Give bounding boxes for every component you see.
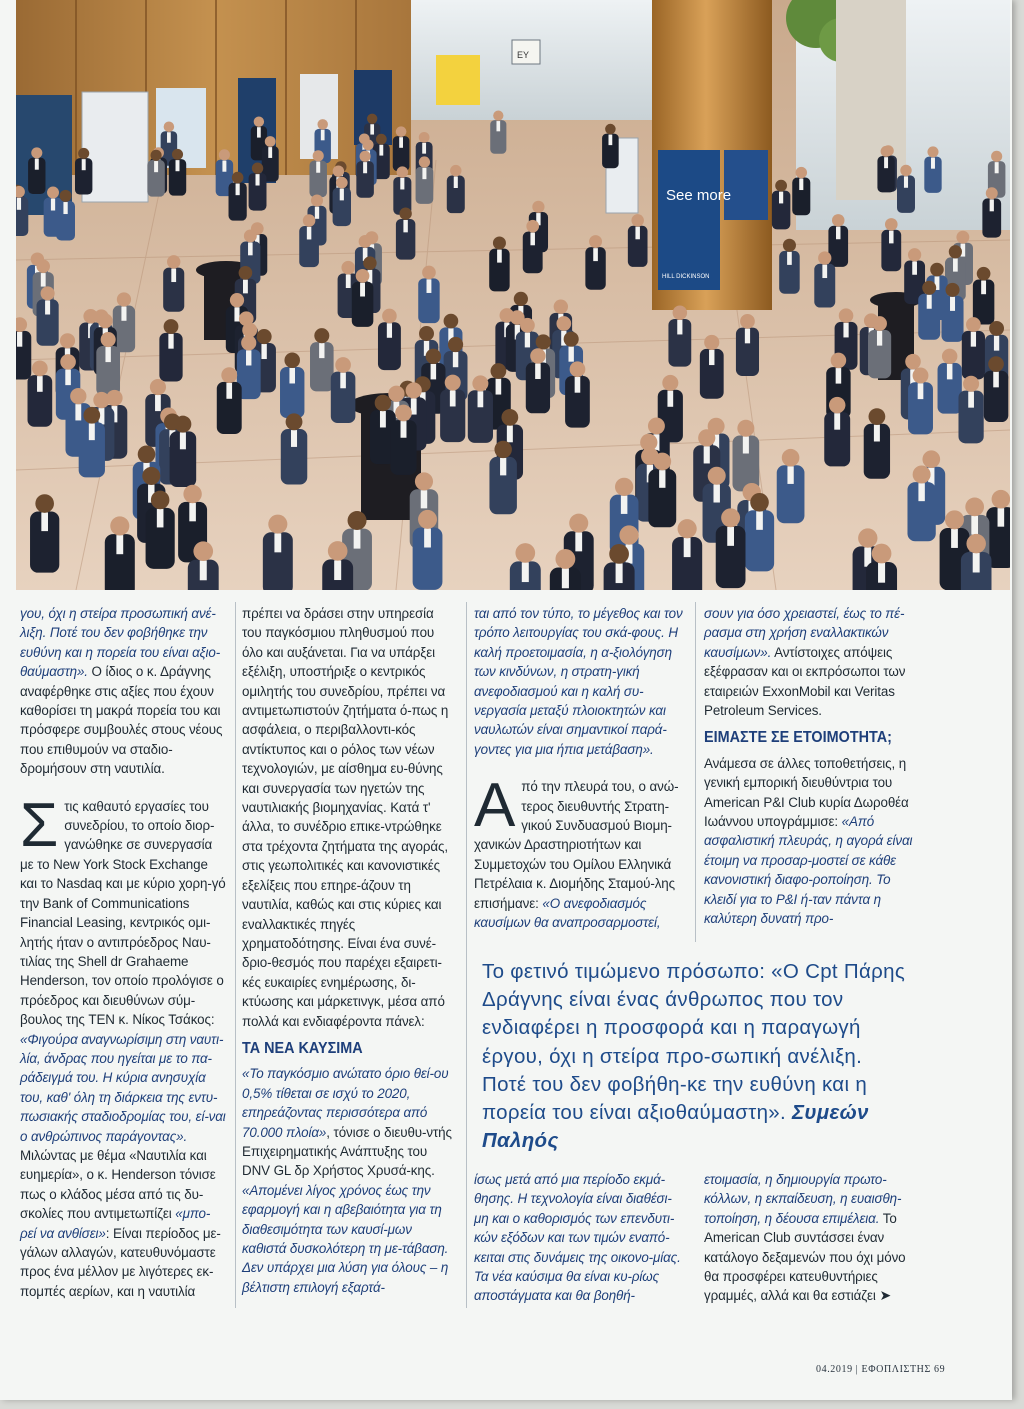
section-heading-ready: ΕΙΜΑΣΤΕ ΣΕ ΕΤΟΙΜΟΤΗΤΑ; — [704, 729, 892, 747]
sign-ey-text: EY — [517, 50, 530, 60]
body-text: τις καθαυτό εργασίες του συνεδρίου, το οποίο διορ-γανώθηκε σε συνεργασία με το New York Stock Exchange και το Nasdaq και με κύριο χορη-γό την Bank of Communications Financial Leasing, κεντρικός ομι-λητής ήταν ο αντιπρόεδρος Ναυ-τιλίας της Shell dr Grahaeme Henderson, τον οποίο προλόγισε ο πρόεδρος και διευθύνων σύμ-βουλος της TEN κ. Νίκος Τσάκος: — [20, 798, 226, 1028]
quote-text: γου, όχι η στείρα προσωπική ανέ-λιξη. Ποτέ του δεν φοβήθηκε την ευθύνη και η πορεία του είναι αξιο-θαύμαστη». — [20, 606, 221, 680]
drop-cap: Σ — [20, 790, 59, 860]
paragraph — [242, 1064, 456, 1297]
paragraph — [20, 790, 226, 1302]
paragraph: ίσως μετά από μια περίοδο εκμά-θησης. Η τεχνολογία είναι διαθέσι-μη και ο καθορισμός των επενδυτι-κών εξόδων και των τιμών εναπό-κειται στις δυνάμεις της οικονο-μίας. Τα νέα καύσιμα θα είναι κυ-ρίως αποστάγματα και θα βοηθή- — [474, 1172, 681, 1304]
paragraph — [704, 1170, 914, 1306]
paragraph: πρέπει να δράσει στην υπηρεσία του παγκόσμιου πληθυσμού που όλο και αυξάνεται. Για να υπάρξει εξέλιξη, υποστήριξε ο κεντρικός ομιλητής του συνεδρίου, πρέπει να αντιμετωπιστούν ζητήματα ό-πως η ασφάλεια, ο περιβαλλοντι-κός αντίκτυπος και ο ρόλος των νέων τεχνολογιών, με αίσθημα ευ-θύνης και συνεργασία των ηγετών της ναυτιλιακής βιομηχανίας. Κατά τ' άλλα, το συνέδριο επικε-ντρώθηκε στα τρέχοντα ζητήματα της αγοράς, στις γεωπολιτικές και κανονιστικές εξελίξεις που επηρε-άζουν τη ναυτιλία, καθώς και στις κύριες και εναλλακτικές πηγές χρηματοδότησης. Είναι ένα συνέ-δριο-θεσμός που παρέχει εξαιρετι-κές ευκαιρίες ενημέρωσης, δι-κτύωσης και μάρκετινγκ, μέσα από πολλά και ενδιαφέροντα πάνελ: — [242, 606, 449, 1029]
article-column-4 — [704, 604, 914, 929]
pull-quote-text: Το φετινό τιμώμενο πρόσωπο: «Ο Cpt Πάρης Δράγνης είναι ένας άνθρωπος που τον ενδιαφέρει η προσφορά και η παραγωγή έργου, όχι η στείρα προ-σωπική ανέλιξη. Ποτέ του δεν φοβήθη-κε την ευθύνη και η πορεία του είναι αξιοθαύμαστη». — [482, 960, 906, 1125]
column-divider — [235, 602, 236, 1308]
article-column-2 — [242, 604, 456, 1297]
conference-photo-illustration — [16, 0, 1010, 590]
body-text: Ο ίδιος ο κ. Δράγνης αναφέρθηκε στις αξίες που έχουν καθορίσει τη μακρά πορεία του και πρόσφερε συμβουλές στους νέους που επιθυμούν να σταδιο-δρομήσουν στη ναυτιλία. — [20, 664, 223, 777]
body-text: : Είναι περίοδος με-γάλων αλλαγών, κατευθυνόμαστε προς ένα μέλλον με λιγότερες εκ-πομπές αερίων, και η ναυτιλία — [20, 1225, 221, 1299]
column-divider — [466, 602, 467, 1308]
banner-see-more-text: See more — [666, 187, 732, 204]
article-column-3 — [474, 604, 686, 933]
paragraph — [474, 771, 686, 932]
body-text: Ανάμεσα σε άλλες τοποθετήσεις, η γενική εμπορική διευθύντρια του American P&I Club κυρία Δωροθέα Ιωάννου υπογράμμισε: — [704, 755, 909, 830]
pull-quote-author: Συμεών Παληός — [482, 1101, 869, 1153]
banner-hill-dickinson-text: HILL DICKINSON — [662, 274, 710, 280]
body-text: Αντίστοιχες απόψεις εξέφρασαν και οι εκπρόσωποι των εταιρειών ExxonMobil και Veritas Petroleum Services. — [704, 644, 906, 719]
paragraph — [20, 604, 226, 779]
quote-text: «Απομένει λίγος χρόνος έως την εφαρμογή και η αβεβαιότητα για τη διαθεσιμότητα των καυσί-μων καθιστά δυσκολότερη τη με-τάβαση. Δεν υπάρχει μια λύση για όλους – η βέλτιστη επιλογή εξαρτά- — [242, 1182, 449, 1295]
body-text: Μιλώντας με θέμα «Ναυτιλία και ευημερία», ο κ. Henderson τόνισε πως ο κλάδος μέσα από τις δυ-σκολίες που αντιμετωπίζει — [20, 1147, 216, 1222]
drop-cap: Α — [474, 771, 516, 841]
quote-text: «Το παγκόσμιο ανώτατο όριο θεί-ου 0,5% τίθεται σε ισχύ το 2020, επηρεάζοντας περισσότερα από 70.000 πλοία» — [242, 1066, 449, 1140]
paragraph: ται από τον τύπο, το μέγεθος και τον τρόπο λειτουργίας του σκά-φους. Η καλή προετοιμασία, η α-ξιολόγηση των κινδύνων, η στρατη-γική ανεφοδιασμού και η καλή συ-νεργασία μεταξύ πλοιοκτητών και ναυλωτών είναι σημαντικοί παρά-γοντες για μια ήπια μετάβαση». — [474, 606, 683, 757]
body-text: , τόνισε ο διευθυ-ντής Επιχειρηματικής Ανάπτυξης του DNV GL δρ Χρήστος Χρυσά-κης. — [242, 1124, 452, 1179]
continue-arrow-icon: ➤ — [879, 1287, 892, 1304]
paragraph — [704, 604, 914, 720]
article-column-1 — [20, 604, 226, 1301]
body-text: πό την πλευρά του, ο ανώ-τερος διευθυντής Στρατη-γικού Συνδυασμού Βιομη-χανικών Δραστηριοτήτων και Συμμετοχών του Ομίλου Ελληνικά Πετρέλαια κ. Διομήδης Σταμού-λης επισήμανε: — [474, 779, 679, 911]
paragraph — [704, 754, 914, 929]
quote-text: «Ο ανεφοδιασμός καυσίμων θα αναπροσαρμοστεί, — [474, 895, 661, 931]
article-column-3-continued — [474, 1170, 686, 1306]
section-heading-new-fuels: ΤΑ ΝΕΑ ΚΑΥΣΙΜΑ — [242, 1039, 363, 1057]
conference-photo — [16, 0, 1010, 590]
column-divider — [695, 602, 696, 942]
body-text: Το American Club συντάσσει έναν κατάλογο δεξαμενών που όχι μόνο θα προσφέρει κατευθυντήριες γραμμές, αλλά και θα εστιάζει — [704, 1210, 906, 1304]
page-footer: 04.2019 | ΕΦΟΠΛΙΣΤΗΣ 69 — [816, 1364, 946, 1375]
quote-text: «Από ασφαλιστική πλευράς, η αγορά είναι έτοιμη να προσαρ-μοστεί σε κάθε κανονιστική διαφο-ροποίηση. Το κλειδί για το P&I ή-ταν πάντα η καλύτερη δυνατή προ- — [704, 814, 913, 927]
pull-quote — [482, 958, 910, 1155]
quote-text: «μπο-ρεί να ανθίσει» — [20, 1206, 211, 1241]
quote-text: «Φιγούρα αναγνωρίσιμη στη ναυτι-λία, άνδρας που ηγείται με το πα-ράδειγμά του. Η κύρια ανησυχία του, καθ' όλη τη διάρκεια της εντυ-πωσιακής σταδιοδρομίας του, εί-ναι ο ανθρώπινος παράγοντας». — [20, 1031, 226, 1144]
article-column-4-continued — [704, 1170, 914, 1306]
quote-text: ετοιμασία, η δημιουργία πρωτο-κόλλων, η εκπαίδευση, η ευαισθη-τοποίηση, η δέουσα επιμέλεια. — [704, 1172, 902, 1226]
quote-text: σουν για όσο χρειαστεί, έως το πέ-ρασμα στη χρήση εναλλακτικών καυσίμων». — [704, 606, 905, 660]
